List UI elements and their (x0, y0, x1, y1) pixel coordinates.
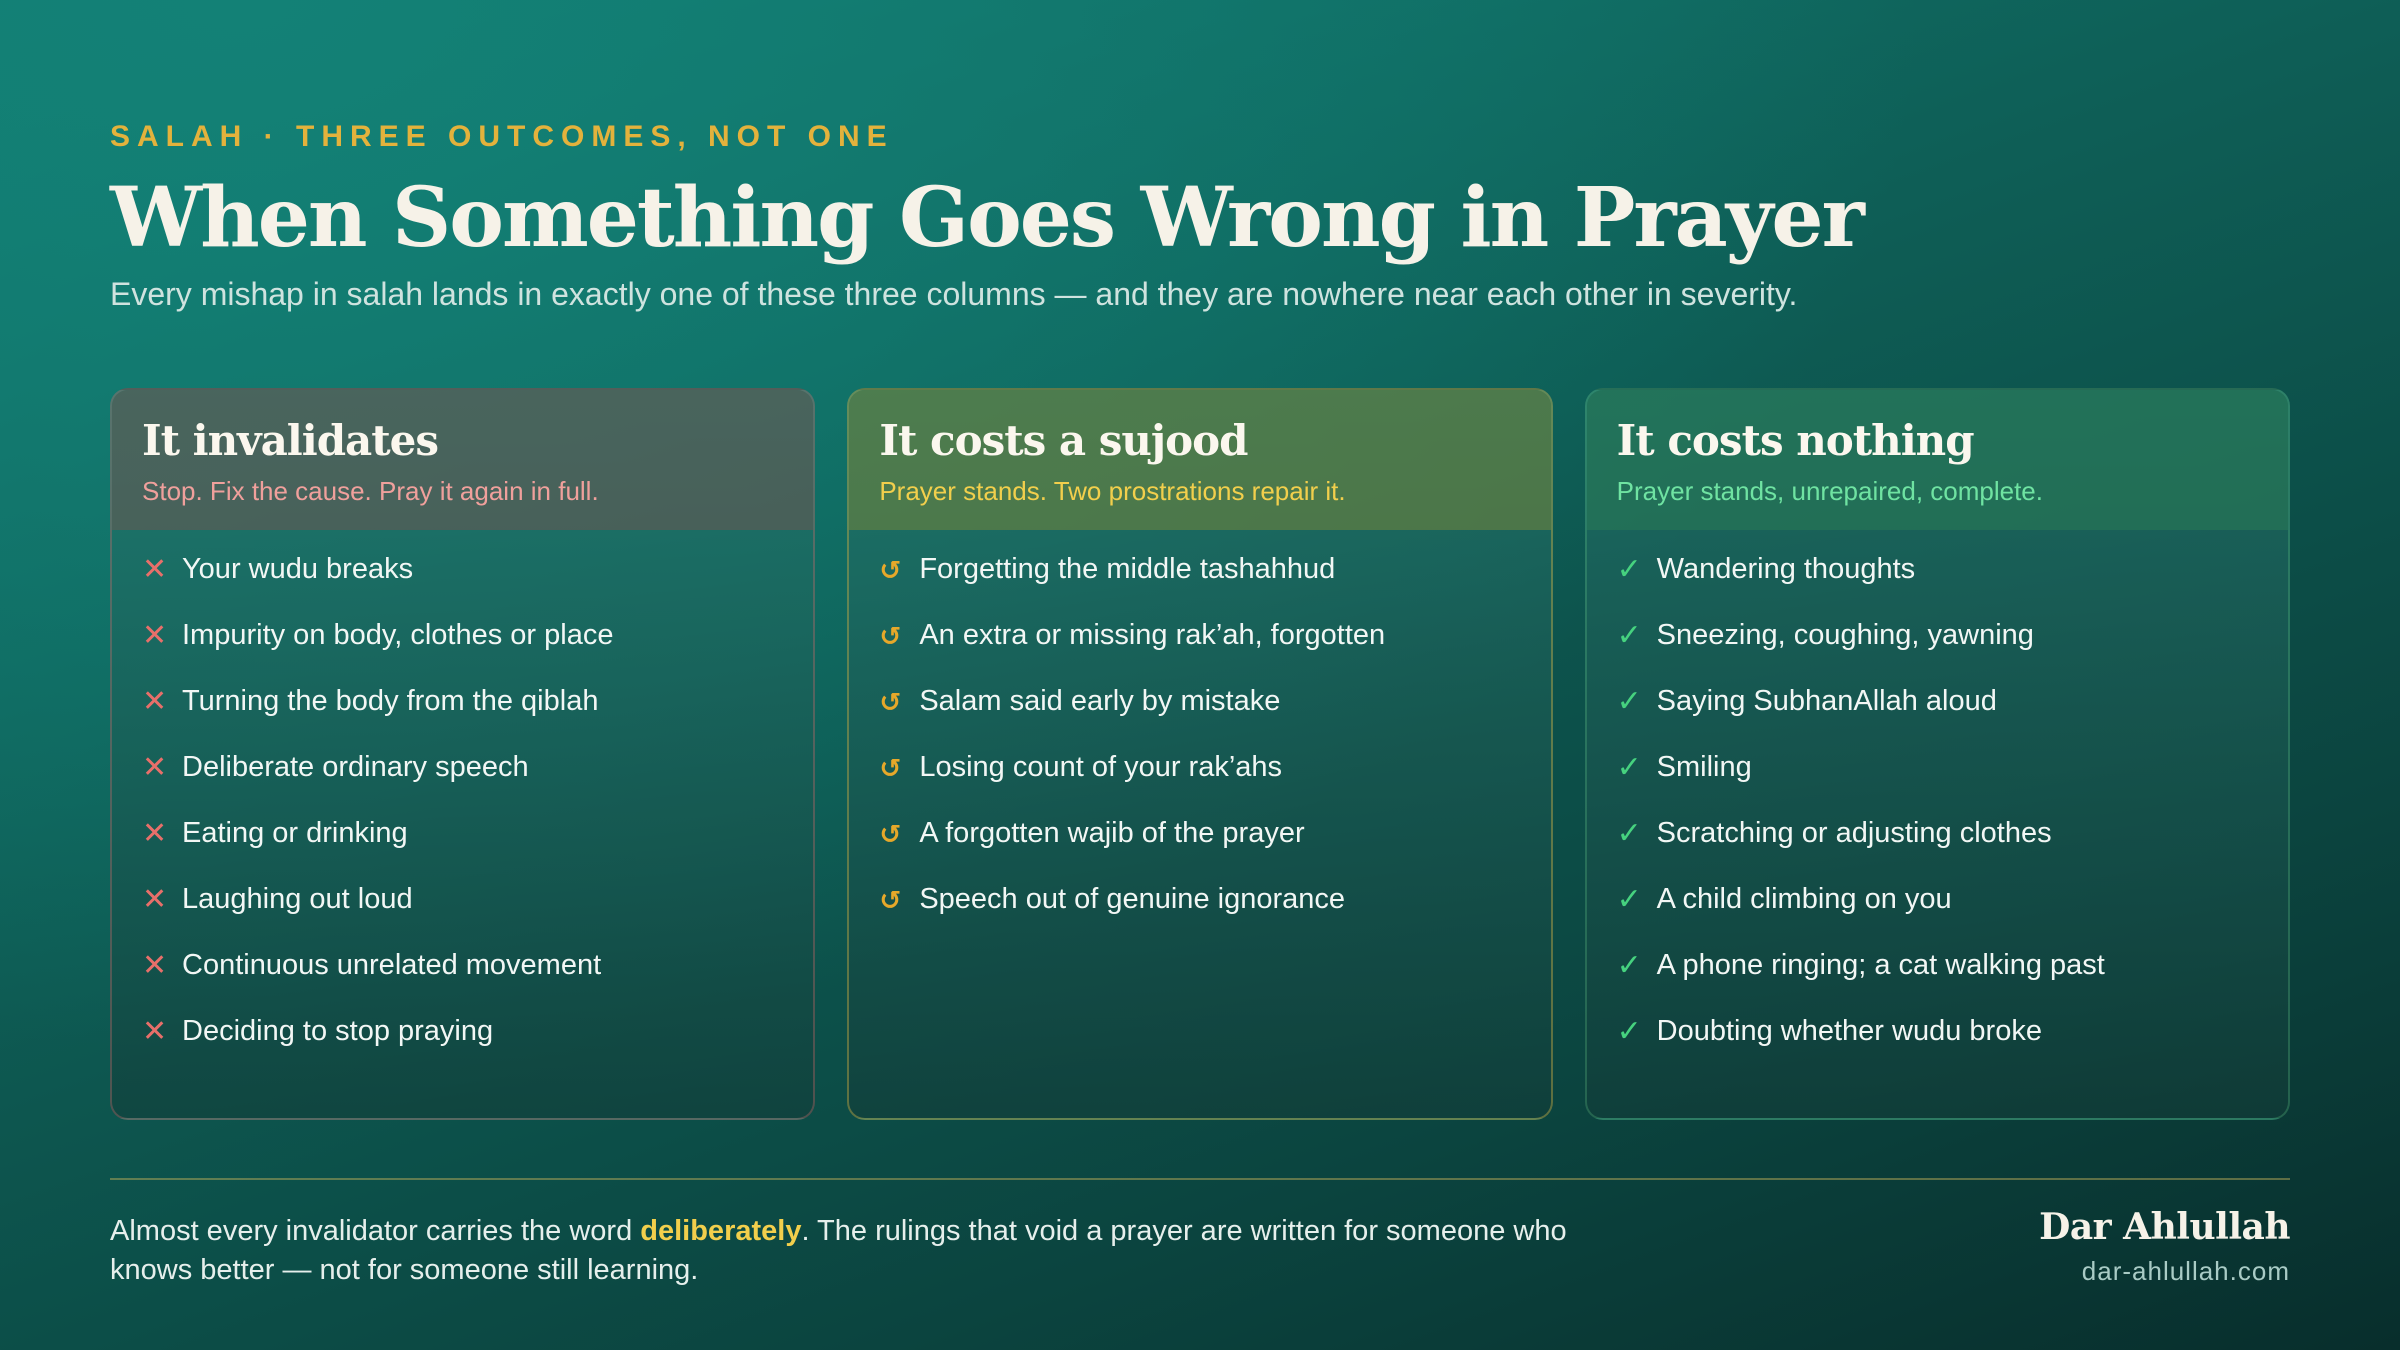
cross-icon: ✕ (142, 817, 168, 850)
list-item-text: Deciding to stop praying (182, 1015, 494, 1047)
column-header (849, 390, 1550, 530)
brand (2039, 1206, 2290, 1287)
list-item (1617, 552, 2258, 618)
check-icon: ✓ (1616, 949, 1642, 982)
outcome-columns (110, 388, 2290, 1120)
column-costs-nothing (1585, 388, 2290, 1120)
list-item-text: Continuous unrelated movement (182, 949, 602, 981)
column-title: It costs nothing (1616, 416, 1974, 465)
list-item (879, 750, 1520, 816)
list-item-text: Speech out of genuine ignorance (919, 883, 1345, 915)
footer-note-end: . The rulings that void a prayer are written for someone who knows better — not for someone still learning. (110, 1215, 1567, 1287)
repeat-icon: ↺ (879, 687, 902, 717)
cross-icon: ✕ (142, 883, 168, 916)
list-item-text: Wandering thoughts (1656, 553, 1916, 585)
list-item (879, 552, 1520, 618)
list-item-text: An extra or missing rak’ah, forgotten (919, 619, 1386, 651)
list-item-text: Your wudu breaks (182, 553, 414, 585)
list-item-text: A forgotten wajib of the prayer (919, 817, 1305, 849)
column-header (112, 390, 813, 530)
list-item (879, 816, 1520, 882)
footer-note-start: Almost every invalidator carries the word (110, 1215, 641, 1247)
footer-note-highlight: deliberately (640, 1215, 802, 1247)
list-item-text: Deliberate ordinary speech (182, 751, 529, 783)
list-item (142, 618, 783, 684)
list-item (142, 1014, 783, 1080)
check-icon: ✓ (1616, 817, 1642, 850)
column-costs-sujood (847, 388, 1552, 1120)
list-item (1617, 948, 2258, 1014)
list-item (1617, 816, 2258, 882)
list-item-text: A phone ringing; a cat walking past (1656, 949, 2105, 981)
cross-icon: ✕ (142, 619, 168, 652)
list-item-text: A child climbing on you (1656, 883, 1952, 915)
brand-name: Dar Ahlullah (2039, 1206, 2290, 1248)
list-item (1617, 1014, 2258, 1080)
cross-icon: ✕ (142, 553, 168, 586)
footer-divider (110, 1178, 2290, 1180)
check-icon: ✓ (1616, 751, 1642, 784)
column-list (112, 530, 813, 1080)
repeat-icon: ↺ (879, 885, 902, 915)
list-item-text: Doubting whether wudu broke (1656, 1015, 2042, 1047)
list-item-text: Saying SubhanAllah aloud (1656, 685, 1997, 717)
list-item (879, 882, 1520, 948)
list-item-text: Forgetting the middle tashahhud (919, 553, 1336, 585)
repeat-icon: ↺ (879, 819, 902, 849)
cross-icon: ✕ (142, 949, 168, 982)
list-item-text: Salam said early by mistake (919, 685, 1281, 717)
cross-icon: ✕ (142, 751, 168, 784)
cross-icon: ✕ (142, 1015, 168, 1048)
column-subtitle: Stop. Fix the cause. Pray it again in full. (142, 476, 599, 507)
infographic (110, 0, 2290, 1350)
column-list (1587, 530, 2288, 1080)
list-item-text: Smiling (1656, 751, 1752, 783)
repeat-icon: ↺ (879, 753, 902, 783)
column-invalidates (110, 388, 815, 1120)
list-item (142, 816, 783, 882)
list-item (142, 552, 783, 618)
list-item (879, 618, 1520, 684)
check-icon: ✓ (1616, 553, 1642, 586)
footer-note (110, 1212, 1570, 1290)
check-icon: ✓ (1616, 619, 1642, 652)
list-item-text: Impurity on body, clothes or place (182, 619, 614, 651)
list-item (1617, 750, 2258, 816)
brand-url: dar-ahlullah.com (2081, 1256, 2290, 1286)
list-item-text: Turning the body from the qiblah (182, 685, 599, 717)
check-icon: ✓ (1616, 883, 1642, 916)
list-item (1617, 684, 2258, 750)
column-title: It costs a sujood (879, 416, 1248, 465)
list-item (142, 684, 783, 750)
list-item-text: Eating or drinking (182, 817, 408, 849)
repeat-icon: ↺ (879, 555, 902, 585)
column-title: It invalidates (142, 416, 439, 465)
column-subtitle: Prayer stands. Two prostrations repair it. (879, 476, 1346, 507)
column-list (849, 530, 1550, 948)
cross-icon: ✕ (142, 685, 168, 718)
column-header (1587, 390, 2288, 530)
eyebrow-label: SALAH · THREE OUTCOMES, NOT ONE (110, 120, 894, 153)
check-icon: ✓ (1616, 685, 1642, 718)
list-item (879, 684, 1520, 750)
list-item (1617, 618, 2258, 684)
list-item (142, 948, 783, 1014)
list-item (142, 750, 783, 816)
column-subtitle: Prayer stands, unrepaired, complete. (1616, 476, 2043, 507)
page-title: When Something Goes Wrong in Prayer (110, 170, 1863, 266)
list-item-text: Sneezing, coughing, yawning (1656, 619, 2034, 651)
list-item-text: Laughing out loud (182, 883, 413, 915)
repeat-icon: ↺ (879, 621, 902, 651)
page-subtitle: Every mishap in salah lands in exactly one of these three columns — and they are nowhere near each other in severity. (110, 276, 1798, 312)
list-item-text: Losing count of your rak’ahs (919, 751, 1283, 783)
list-item-text: Scratching or adjusting clothes (1656, 817, 2052, 849)
check-icon: ✓ (1616, 1015, 1642, 1048)
list-item (142, 882, 783, 948)
list-item (1617, 882, 2258, 948)
